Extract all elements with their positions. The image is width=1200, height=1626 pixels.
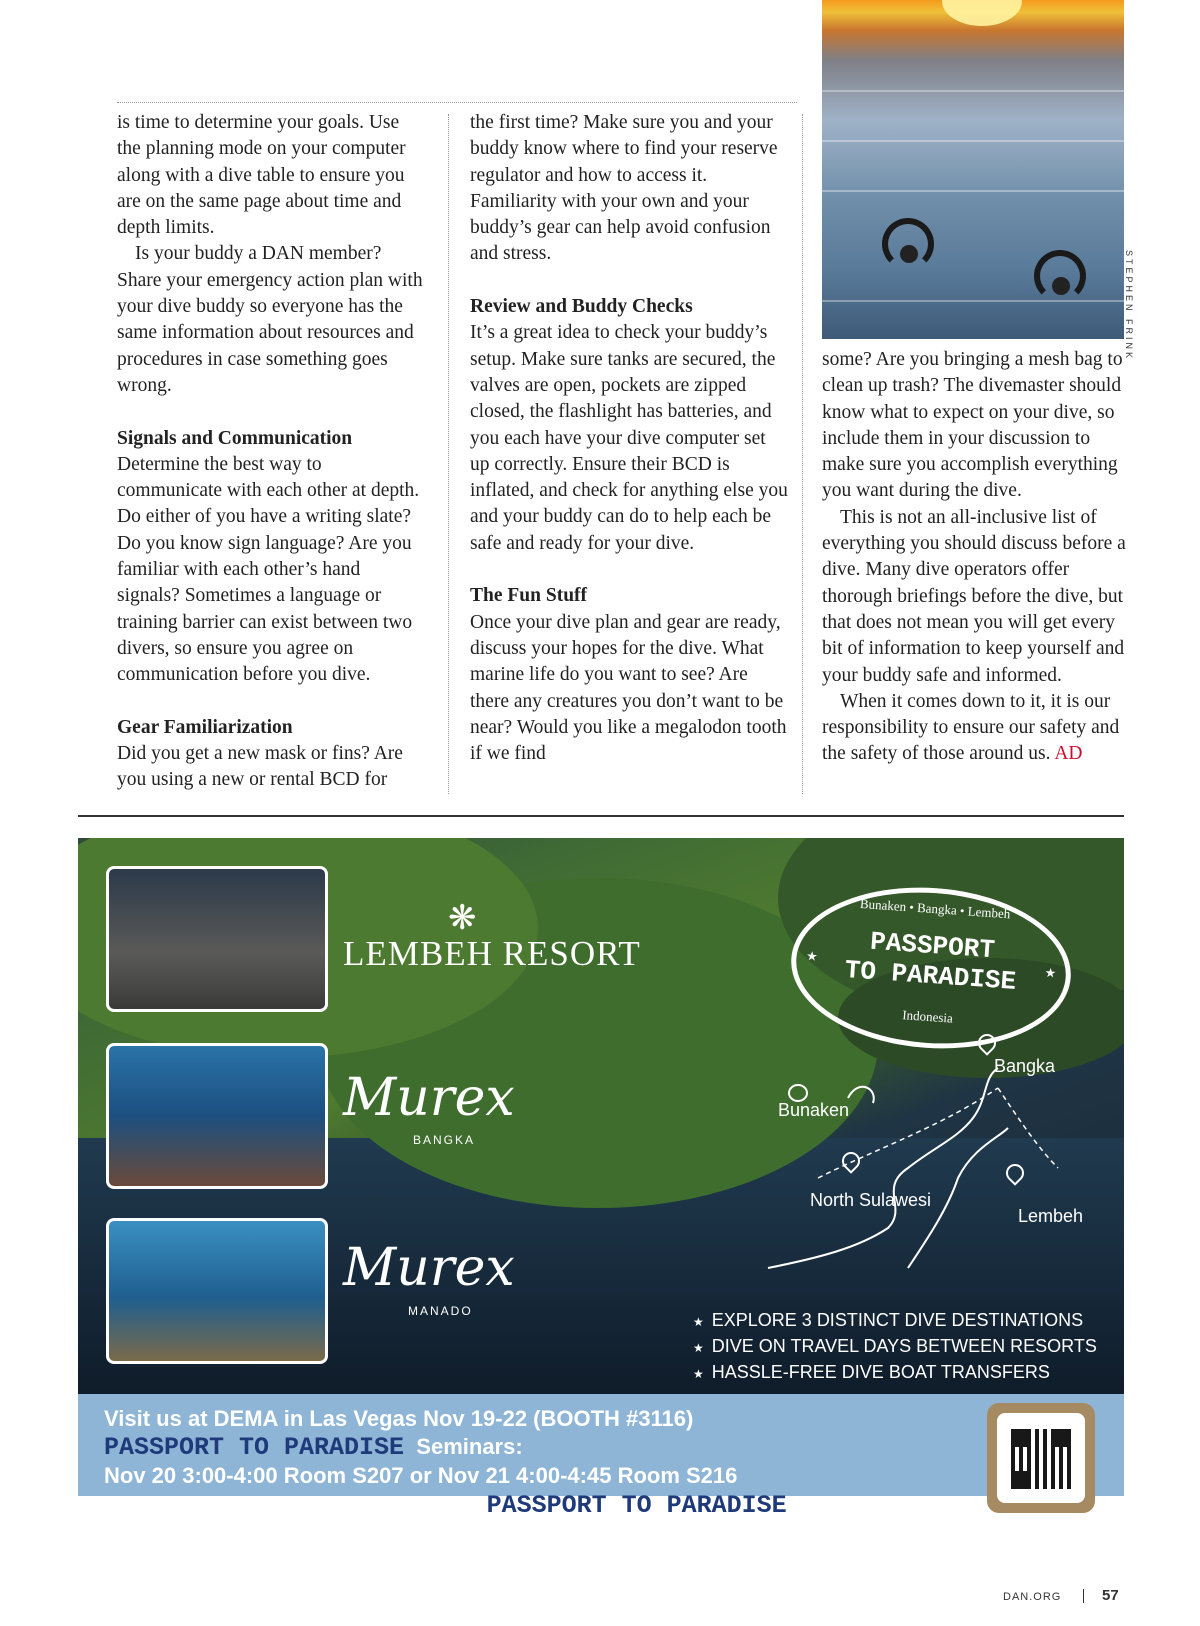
map-label-bangka: Bangka (994, 1056, 1056, 1076)
stamp-bottom-text: Indonesia (901, 1007, 954, 1026)
fish-school-thumbnail (106, 1043, 328, 1189)
text-column-2 (470, 110, 790, 767)
feature-bullet: ★ DIVE ON TRAVEL DAYS BETWEEN RESORTS (693, 1336, 1097, 1356)
stamp-title-line1: PASSPORT (869, 926, 996, 966)
section-heading-review: Review and Buddy Checks (470, 296, 693, 318)
sun-shape (942, 0, 1022, 26)
photo-credit: STEPHEN FRINK (1124, 250, 1134, 362)
section-heading-gear: Gear Familiarization (117, 716, 293, 738)
footer-divider (1083, 1589, 1084, 1603)
passport-to-paradise-text: PASSPORT TO PARADISE (104, 1433, 405, 1462)
section-heading-fun: The Fun Stuff (470, 585, 588, 607)
murex-bangka-logo: Murex (343, 1068, 515, 1128)
murex-manado-sub: MANADO (408, 1304, 473, 1318)
lembeh-resort-logo: LEMBEH RESORT (343, 934, 641, 973)
dema-win-line: Attend seminar & Register to WIN a PASSPORT TO PARADISE package! (104, 1491, 895, 1520)
paragraph: Determine the best way to communicate with each other at depth. Do either of you have a writing slate? Do you know sign language? Are you familiar with each other’s hand signals? Sometimes a language or training barrier can exist between two divers, so ensure you agree on communication before you dive. (117, 453, 420, 686)
star-icon: ★ (805, 946, 819, 968)
paragraph: the first time? Make sure you and your buddy know where to find your reserve regulator and how to access it. Familiarity with your own and your buddy’s gear can help avoid confusion and stress. (470, 112, 778, 265)
sea-turtle-thumbnail (106, 1218, 328, 1364)
column-divider (802, 114, 803, 794)
paragraph: Did you get a new mask or fins? Are you using a new or rental BCD for (117, 743, 403, 791)
lotus-logo-icon: ❋ (448, 900, 477, 937)
section-heading-signals: Signals and Communication (117, 427, 353, 449)
stamp-title-line2: TO PARADISE (843, 955, 1018, 997)
top-rule (117, 102, 797, 103)
diver-head (1052, 277, 1070, 295)
feature-bullet-list (693, 1308, 1097, 1386)
qr-code-icon (1011, 1429, 1071, 1489)
article-bottom-rule (78, 815, 1124, 817)
dema-visit-line: Visit us at DEMA in Las Vegas Nov 19-22 (BOOTH #3116) (104, 1406, 694, 1431)
octopus-thumbnail (106, 866, 328, 1012)
water-ripple (822, 300, 1124, 302)
paragraph: is time to determine your goals. Use the planning mode on your computer along with a dive table to ensure you are on the same page about time and depth limits. (117, 112, 406, 239)
star-bullet-icon: ★ (693, 1315, 704, 1329)
paragraph: some? Are you bringing a mesh bag to clean up trash? The divemaster should know what to expect on your dive, so include them in your discussion to make sure you accomplish everything you want during the dive. (822, 349, 1123, 502)
sunset-divers-photo (822, 0, 1124, 339)
star-icon: ★ (1044, 962, 1057, 984)
end-mark: AD (1054, 743, 1083, 765)
passport-to-paradise-text: PASSPORT TO PARADISE (486, 1491, 787, 1520)
text-column-3 (822, 347, 1132, 768)
map-label-north-sulawesi: North Sulawesi (810, 1190, 932, 1210)
murex-bangka-sub: BANGKA (413, 1133, 476, 1147)
paragraph: It’s a great idea to check your buddy’s setup. Make sure tanks are secured, the valves are open, pockets are zipped closed, the flashlight has batteries, and you each have your dive computer set up correctly. Ensure their BCD is inflated, and check for anything else you and your buddy can do to help each be safe and ready for your dive. (470, 322, 788, 554)
stamp-top-text: Bunaken • Bangka • Lembeh (859, 895, 1011, 922)
qr-code-frame[interactable] (987, 1403, 1095, 1513)
water-ripple (822, 140, 1124, 142)
paragraph (822, 689, 1132, 768)
star-bullet-icon: ★ (693, 1341, 704, 1355)
qr-code-background (997, 1413, 1085, 1503)
paragraph: Once your dive plan and gear are ready, discuss your hopes for the dive. What marine life do you want to see? Are there any creatures you don’t want to be near? Would you like a megalodon tooth if we find (470, 611, 787, 765)
feature-bullet: ★ HASSLE-FREE DIVE BOAT TRANSFERS (693, 1362, 1050, 1382)
page-number: 57 (1102, 1587, 1119, 1604)
footer-site: DAN.ORG (1003, 1591, 1062, 1603)
sulawesi-map-outline (758, 1058, 1088, 1278)
dema-seminar-line: PASSPORT TO PARADISE Seminars: (104, 1433, 523, 1462)
murex-manado-logo: Murex (343, 1238, 515, 1298)
paragraph-text: When it comes down to it, it is our responsibility to ensure our safety and the safety of those around us. (822, 690, 1120, 765)
water-ripple (822, 90, 1124, 92)
text-column-1 (117, 110, 427, 794)
lembeh-murex-advertisement[interactable] (78, 838, 1124, 1496)
dema-schedule-line: Nov 20 3:00-4:00 Room S207 or Nov 21 4:00-4:45 Room S216 (104, 1463, 738, 1488)
diver-head (900, 245, 918, 263)
feature-bullet: ★ EXPLORE 3 DISTINCT DIVE DESTINATIONS (693, 1310, 1084, 1330)
paragraph: Is your buddy a DAN member? Share your emergency action plan with your dive buddy so everyone has the same information about resources and procedures in case something goes wrong. (117, 243, 423, 396)
star-bullet-icon: ★ (693, 1367, 704, 1381)
paragraph: This is not an all-inclusive list of everything you should discuss before a dive. Many dive operators offer thorough briefings before the dive, but that does not mean you will get every bit of information to keep yourself and your buddy safe and informed. (822, 506, 1126, 686)
map-label-lembeh: Lembeh (1018, 1206, 1084, 1226)
water-ripple (822, 190, 1124, 192)
column-divider (448, 114, 449, 794)
map-label-bunaken: Bunaken (778, 1100, 850, 1120)
